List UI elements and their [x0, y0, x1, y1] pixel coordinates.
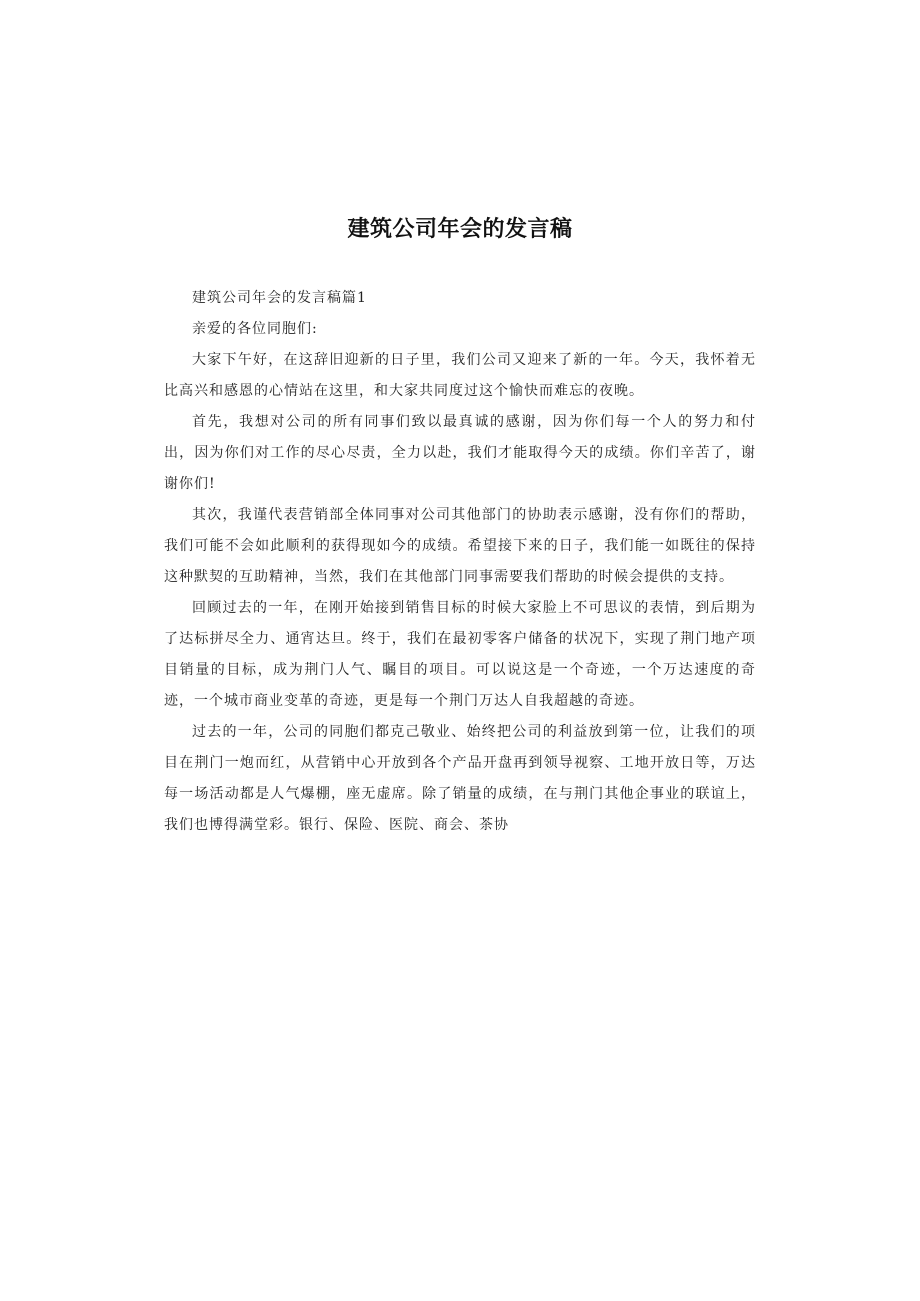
document-body [164, 283, 756, 841]
paragraph-salutation: 亲爱的各位同胞们: [192, 321, 318, 337]
paragraph: 其次，我谨代表营销部全体同事对公司其他部门的协助表示感谢，没有你们的帮助，我们可能不会如此顺利的获得现如今的成绩。希望接下来的日子，我们能一如既往的保持这种默契的互助精神，当然，我们在其他部门同事需要我们帮助的时候会提供的支持。 [164, 507, 756, 585]
paragraph: 回顾过去的一年，在刚开始接到销售目标的时候大家脸上不可思议的表情，到后期为了达标拼尽全力、通宵达旦。终于，我们在最初零客户储备的状况下，实现了荆门地产项目销量的目标，成为荆门人气、瞩目的项目。可以说这是一个奇迹，一个万达速度的奇迹，一个城市商业变革的奇迹，更是每一个荆门万达人自我超越的奇迹。 [164, 600, 756, 709]
paragraph: 过去的一年，公司的同胞们都克己敬业、始终把公司的利益放到第一位，让我们的项目在荆门一炮而红，从营销中心开放到各个产品开盘再到领导视察、工地开放日等，万达每一场活动都是人气爆棚，座无虚席。除了销量的成绩，在与荆门其他企事业的联谊上，我们也博得满堂彩。银行、保险、医院、商会、茶协 [164, 724, 756, 833]
paragraph-heading: 建筑公司年会的发言稿篇1 [192, 290, 367, 306]
document-title: 建筑公司年会的发言稿 [347, 217, 573, 242]
paragraph: 首先，我想对公司的所有同事们致以最真诚的感谢，因为你们每一个人的努力和付出，因为你们对工作的尽心尽责，全力以赴，我们才能取得今天的成绩。你们辛苦了，谢谢你们! [164, 414, 756, 492]
paragraph: 大家下午好，在这辞旧迎新的日子里，我们公司又迎来了新的一年。今天，我怀着无比高兴和感恩的心情站在这里，和大家共同度过这个愉快而难忘的夜晚。 [164, 352, 756, 399]
